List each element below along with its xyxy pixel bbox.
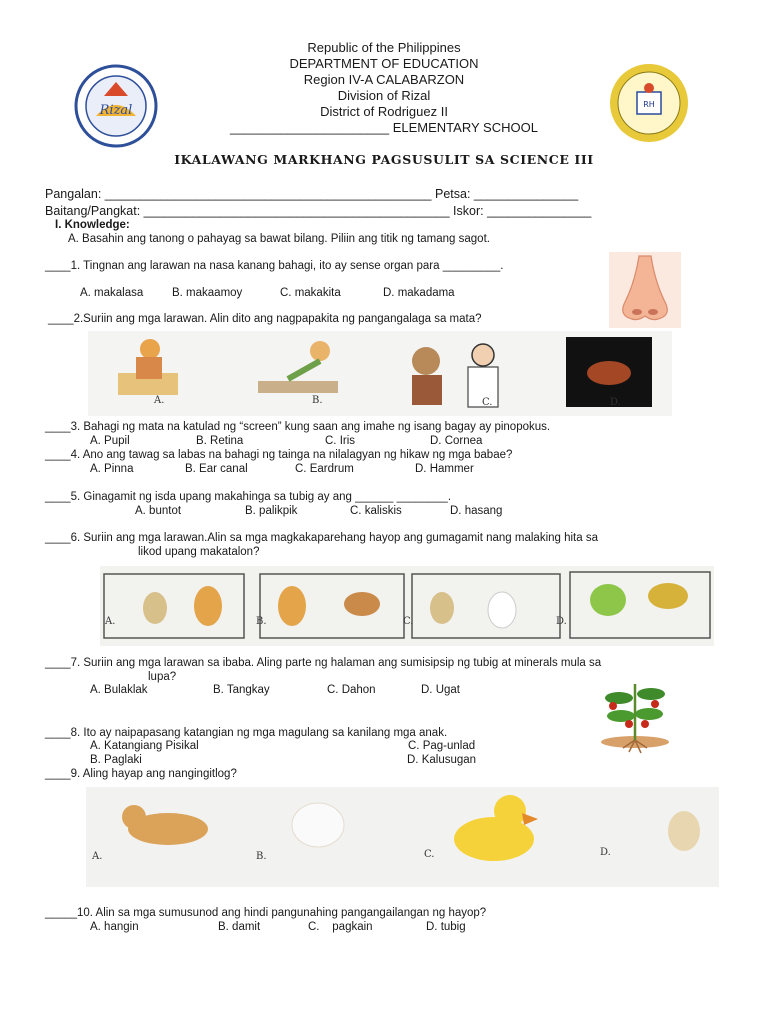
q6-label-d: D.	[556, 616, 567, 627]
q2-label-a: A.	[154, 395, 165, 406]
q8-choice-c: C. Pag-unlad	[408, 740, 476, 752]
question-6-line-1: ____6. Suriin ang mga larawan.Alin sa mga magkakaparehang hayop ang gumagamit nang malaking hita sa	[45, 532, 598, 544]
section-title: I. Knowledge:	[55, 219, 130, 231]
grade-score-field: Baitang/Pangkat: ____________________________________________ Iskor: _______________	[45, 204, 592, 218]
q8-choice-b: B. Paglaki	[90, 754, 142, 766]
q7-choice-a: A. Bulaklak	[90, 684, 148, 696]
q8-choice-d: D. Kalusugan	[407, 754, 477, 766]
question-1: ____1. Tingnan ang larawan na nasa kanang bahagi, ito ay sense organ para _________.	[45, 260, 504, 272]
q2-label-b: B.	[312, 395, 323, 406]
question-4: ____4. Ano ang tawag sa labas na bahagi ng tainga na nilalagyan ng hikaw ng mga babae?	[45, 449, 513, 461]
q10-choice-d: D. tubig	[426, 921, 466, 933]
q6-label-c: C.	[403, 616, 414, 627]
q6-picture-strip	[100, 566, 714, 646]
q2-picture-d	[566, 337, 652, 407]
q8-choice-a: A. Katangiang Pisikal	[90, 740, 199, 752]
q9-label-b: B.	[256, 851, 267, 862]
header-division: Division of Rizal	[337, 88, 431, 103]
q9-label-a: A.	[92, 851, 103, 862]
q7-choice-c: C. Dahon	[327, 684, 376, 696]
q3-choice-d: D. Cornea	[430, 435, 483, 447]
q10-choice-b: B. damit	[218, 921, 261, 933]
question-6-line-2: likod upang makatalon?	[138, 546, 260, 558]
section-instruction: A. Basahin ang tanong o pahayag sa bawat bilang. Piliin ang titik ng tamang sagot.	[68, 233, 490, 245]
q5-choice-a: A. buntot	[135, 505, 182, 517]
q3-choice-a: A. Pupil	[90, 435, 130, 447]
header-school: ______________________ ELEMENTARY SCHOOL	[230, 120, 538, 135]
header-district: District of Rodriguez II	[320, 104, 448, 119]
q5-choice-c: C. kaliskis	[350, 505, 402, 517]
q4-choice-d: D. Hammer	[415, 463, 474, 475]
question-10: _____10. Alin sa mga sumusunod ang hindi pangunahing pangangailangan ng hayop?	[45, 907, 487, 919]
question-5: ____5. Ginagamit ng isda upang makahinga sa tubig ay ang ______ ________.	[45, 491, 452, 503]
q9-label-d: D.	[600, 847, 611, 858]
question-7-line-1: ____7. Suriin ang mga larawan sa ibaba. Aling parte ng halaman ang sumisipsip ng tubig at minerals mula sa	[45, 657, 602, 669]
q2-label-d: D.	[610, 397, 621, 408]
question-7-line-2: lupa?	[148, 671, 177, 683]
q1-choice-b: B. makaamoy	[172, 287, 243, 299]
q10-choice-c: C. pagkain	[308, 921, 373, 933]
q2-label-c: C.	[482, 397, 493, 408]
q2-picture-strip	[88, 331, 672, 416]
name-date-field: Pangalan: _______________________________________________ Petsa: _______________	[45, 187, 579, 201]
svg-text:Rizal: Rizal	[99, 103, 133, 118]
q1-choice-c: C. makakita	[280, 287, 341, 299]
q4-choice-b: B. Ear canal	[185, 463, 248, 475]
q6-label-b: B.	[256, 616, 267, 627]
header-department: DEPARTMENT OF EDUCATION	[289, 56, 479, 71]
question-2: ____2.Suriin ang mga larawan. Alin dito ang nagpapakita ng pangangalaga sa mata?	[48, 313, 482, 325]
q6-label-a: A.	[105, 616, 116, 627]
q5-choice-d: D. hasang	[450, 505, 503, 517]
question-3: ____3. Bahagi ng mata na katulad ng “screen” kung saan ang imahe ng isang bagay ay pinopokus.	[45, 421, 551, 433]
q2-picture-b	[258, 341, 338, 393]
q9-label-c: C.	[424, 849, 435, 860]
q1-choice-a: A. makalasa	[80, 287, 144, 299]
q4-choice-c: C. Eardrum	[295, 463, 354, 475]
question-8: ____8. Ito ay naipapasang katangian ng mga magulang sa kanilang mga anak.	[45, 727, 448, 739]
svg-text:RH: RH	[643, 100, 655, 109]
q2-picture-a	[118, 339, 178, 395]
question-9: ____9. Aling hayap ang nangingitlog?	[45, 768, 237, 780]
exam-title: IKALAWANG MARKHANG PAGSUSULIT SA SCIENCE III	[174, 152, 594, 167]
q3-choice-c: C. Iris	[325, 435, 356, 447]
q1-choice-d: D. makadama	[383, 287, 455, 299]
q6-box-a	[104, 574, 244, 638]
q7-choice-b: B. Tangkay	[213, 684, 270, 696]
plant-image	[585, 674, 685, 758]
nose-image	[609, 252, 681, 328]
q3-choice-b: B. Retina	[196, 435, 244, 447]
q5-choice-b: B. palikpik	[245, 505, 298, 517]
q10-choice-a: A. hangin	[90, 921, 139, 933]
header-region: Region IV-A CALABARZON	[303, 72, 465, 87]
q4-choice-a: A. Pinna	[90, 463, 134, 475]
q7-choice-d: D. Ugat	[421, 684, 460, 696]
header-republic: Republic of the Philippines	[307, 40, 461, 55]
q9-picture-strip	[86, 787, 719, 887]
